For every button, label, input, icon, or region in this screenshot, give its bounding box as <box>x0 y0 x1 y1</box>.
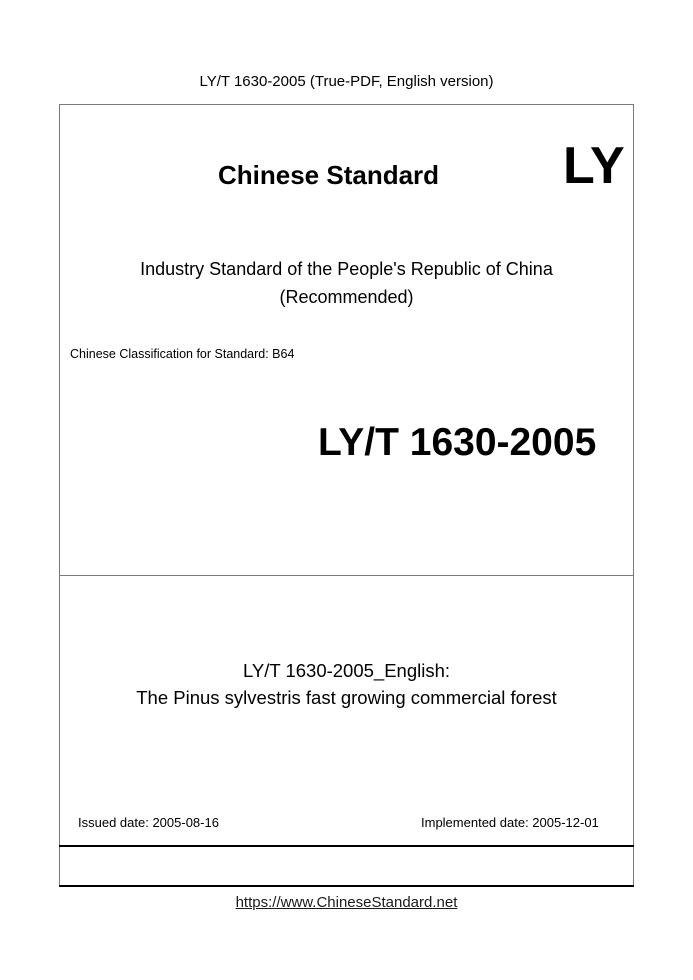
implemented-date: Implemented date: 2005-12-01 <box>421 815 599 830</box>
standard-heading: Chinese Standard <box>218 160 440 190</box>
document-header: LY/T 1630-2005 (True-PDF, English version) <box>199 73 494 90</box>
cover-frame <box>59 104 634 887</box>
document-title: The Pinus sylvestris fast growing commercial forest <box>136 687 557 708</box>
recommended-line: (Recommended) <box>279 287 414 307</box>
document-title-code: LY/T 1630-2005_English: <box>242 660 451 681</box>
footer-box-top-border <box>59 845 634 847</box>
section-divider <box>59 575 634 576</box>
footer-box-bottom-border <box>59 885 634 887</box>
issued-date: Issued date: 2005-08-16 <box>78 815 219 830</box>
website-link[interactable]: https://www.ChineseStandard.net <box>235 894 458 911</box>
industry-standard-line: Industry Standard of the People's Republic of China <box>140 259 553 279</box>
standard-number: LY/T 1630-2005 <box>318 421 597 464</box>
classification-text: Chinese Classification for Standard: B64 <box>70 347 295 361</box>
standard-code-letters: LY <box>563 137 625 195</box>
